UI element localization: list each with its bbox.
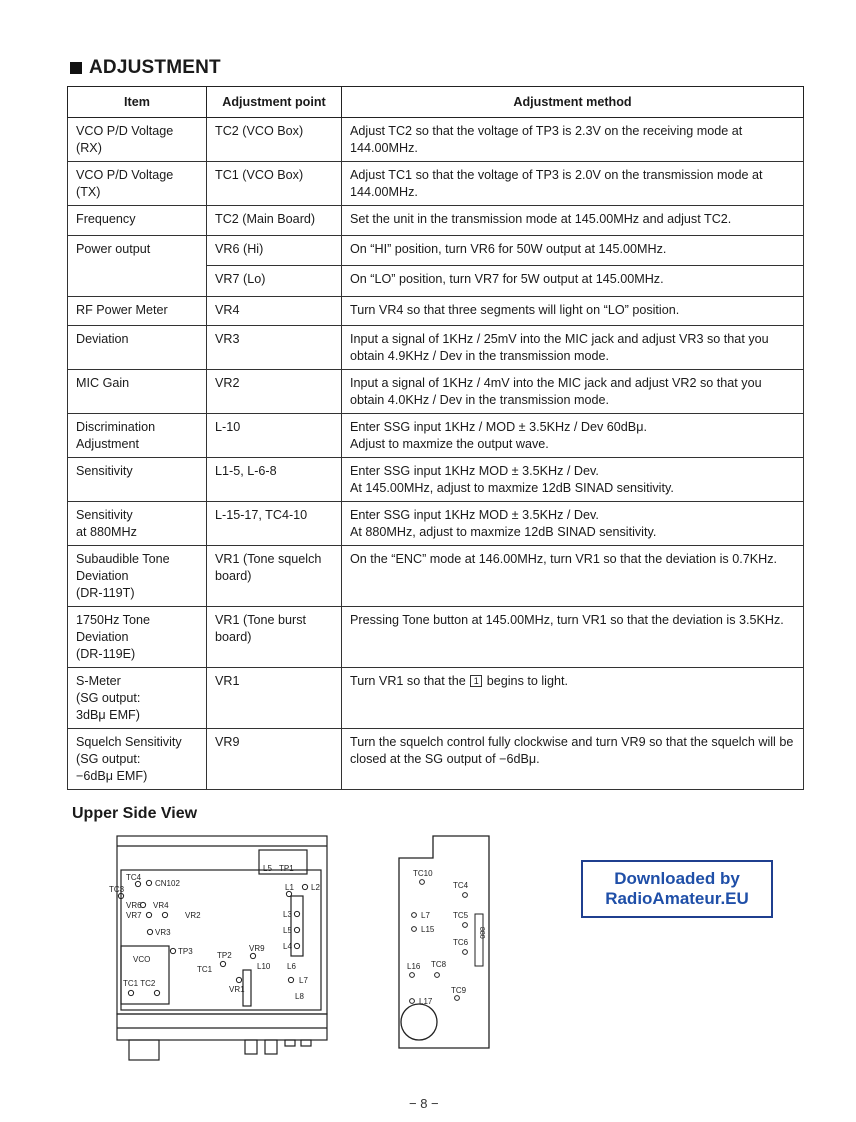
point-cell: VR1 (Tone squelch board)	[207, 546, 342, 607]
label-tp2: TP2	[217, 951, 232, 960]
method-cell: Enter SSG input 1KHz MOD ± 3.5KHz / Dev. At 880MHz, adjust to maxmize 12dB SINAD sensitivity.	[342, 502, 804, 546]
method-cell: Adjust TC1 so that the voltage of TP3 is 2.0V on the transmission mode at 144.00MHz.	[342, 162, 804, 206]
method-cell: Pressing Tone button at 145.00MHz, turn VR1 so that the deviation is 3.5KHz.	[342, 607, 804, 668]
point-cell: L-10	[207, 414, 342, 458]
table-row	[68, 162, 804, 206]
item-cell: Frequency	[68, 206, 207, 236]
item-cell: VCO P/D Voltage (RX)	[68, 118, 207, 162]
table-row	[68, 206, 804, 236]
point-cell: VR2	[207, 370, 342, 414]
item-cell: Deviation	[68, 326, 207, 370]
section-heading	[70, 57, 221, 79]
table-row	[68, 502, 804, 546]
table-row	[68, 118, 804, 162]
table-row	[68, 729, 804, 790]
chassis-foot-right	[285, 1040, 295, 1046]
label-l2: L2	[311, 883, 320, 892]
l5b-marker	[294, 927, 299, 932]
label-vr7: VR7	[126, 911, 142, 920]
l3-marker	[294, 911, 299, 916]
tc4-marker	[463, 893, 468, 898]
board-side-strip	[475, 914, 483, 966]
vr7-marker	[146, 912, 151, 917]
board-round-component	[401, 1004, 437, 1040]
download-source-badge	[581, 860, 773, 918]
label-tc1: TC1	[197, 965, 213, 974]
l7-marker	[288, 977, 293, 982]
label-vco: VCO	[133, 955, 151, 964]
chassis-foot-mid2	[265, 1040, 277, 1054]
method-cell: Adjust TC2 so that the voltage of TP3 is 2.3V on the receiving mode at 144.00MHz.	[342, 118, 804, 162]
segment-one-icon: 1	[470, 675, 482, 687]
method-text-post: begins to light.	[483, 674, 568, 688]
label-tc8: TC8	[431, 960, 447, 969]
l1-marker	[286, 891, 291, 896]
label-l1: L1	[285, 883, 294, 892]
tc2-marker	[128, 990, 133, 995]
method-cell: On “LO” position, turn VR7 for 5W output at 145.00MHz.	[342, 266, 804, 297]
vr9-marker	[250, 953, 255, 958]
shield-strip	[291, 896, 303, 956]
table-row	[68, 607, 804, 668]
tc6-marker	[463, 950, 468, 955]
point-cell: VR6 (Hi)	[207, 236, 342, 266]
vr1-marker	[236, 977, 241, 982]
point-cell: VR3	[207, 326, 342, 370]
label-l5: L5	[263, 864, 272, 873]
adjustment-table	[67, 86, 804, 790]
method-cell: Set the unit in the transmission mode at 145.00MHz and adjust TC2.	[342, 206, 804, 236]
point-cell: TC2 (VCO Box)	[207, 118, 342, 162]
heading-text: ADJUSTMENT	[89, 57, 221, 78]
method-cell: On “HI” position, turn VR6 for 50W output at 145.00MHz.	[342, 236, 804, 266]
l16-marker	[410, 973, 415, 978]
tp2-marker	[220, 961, 225, 966]
vr2-marker	[162, 912, 167, 917]
label-l15: L15	[421, 925, 435, 934]
upper-side-view-title: Upper Side View	[72, 805, 198, 822]
point-cell: VR7 (Lo)	[207, 266, 342, 297]
point-cell: VR4	[207, 297, 342, 326]
item-cell: Discrimination Adjustment	[68, 414, 207, 458]
table-row	[68, 546, 804, 607]
column-header-item: Item	[68, 87, 207, 118]
column-header-point: Adjustment point	[207, 87, 342, 118]
label-tc10: TC10	[413, 869, 433, 878]
chassis-foot-right2	[301, 1040, 311, 1046]
tc10-marker	[420, 880, 425, 885]
l7-marker	[412, 913, 417, 918]
label-tc4: TC4	[453, 881, 469, 890]
l2-marker	[302, 884, 307, 889]
tc4-marker	[135, 881, 140, 886]
label-l10: L10	[257, 962, 271, 971]
label-l3: L3	[283, 910, 292, 919]
item-cell: RF Power Meter	[68, 297, 207, 326]
point-cell: L-15-17, TC4-10	[207, 502, 342, 546]
table-row	[68, 414, 804, 458]
label-tc5: TC5	[453, 911, 469, 920]
tc9-marker	[455, 996, 460, 1001]
item-cell: Power output	[68, 236, 207, 297]
table-header-row	[68, 87, 804, 118]
method-cell	[342, 668, 804, 729]
label-l8: L8	[295, 992, 304, 1001]
tc5-marker	[463, 923, 468, 928]
method-cell: Input a signal of 1KHz / 4mV into the MIC jack and adjust VR2 so that you obtain 4.0KHz / Dev in the transmission mode.	[342, 370, 804, 414]
vr3-marker	[147, 929, 152, 934]
cn102-marker	[146, 880, 151, 885]
point-cell: VR1	[207, 668, 342, 729]
table-row	[68, 458, 804, 502]
l17-marker	[410, 999, 415, 1004]
label-l7: L7	[299, 976, 308, 985]
item-cell: Subaudible Tone Deviation (DR-119T)	[68, 546, 207, 607]
label-tc6: TC6	[453, 938, 469, 947]
main-chassis-diagram	[105, 830, 345, 1066]
point-cell: L1-5, L-6-8	[207, 458, 342, 502]
badge-line-1: Downloaded by	[614, 869, 740, 888]
label-l6: L6	[287, 962, 296, 971]
table-row	[68, 370, 804, 414]
item-cell: 1750Hz Tone Deviation (DR-119E)	[68, 607, 207, 668]
chassis-front-panel	[117, 1014, 327, 1040]
item-cell: Sensitivity	[68, 458, 207, 502]
method-cell: Enter SSG input 1KHz / MOD ± 3.5KHz / Dev 60dBμ. Adjust to maxmize the output wave.	[342, 414, 804, 458]
method-cell: Enter SSG input 1KHz MOD ± 3.5KHz / Dev. At 145.00MHz, adjust to maxmize 12dB SINAD sensitivity.	[342, 458, 804, 502]
item-cell: VCO P/D Voltage (TX)	[68, 162, 207, 206]
table-row	[68, 236, 804, 266]
table-row	[68, 668, 804, 729]
chassis-foot-mid	[245, 1040, 257, 1054]
method-cell: Turn VR4 so that three segments will light on “LO” position.	[342, 297, 804, 326]
table-row	[68, 326, 804, 370]
label-l7: L7	[421, 911, 430, 920]
label-vr3: VR3	[155, 928, 171, 937]
column-header-method: Adjustment method	[342, 87, 804, 118]
item-cell: Sensitivity at 880MHz	[68, 502, 207, 546]
tc8-marker	[435, 973, 440, 978]
label-880: 880	[478, 927, 485, 939]
tc1-left-marker	[154, 990, 159, 995]
method-cell: Turn the squelch control fully clockwise and turn VR9 so that the squelch will be closed at the SG output of −6dBμ.	[342, 729, 804, 790]
method-cell: On the “ENC” mode at 146.00MHz, turn VR1 so that the deviation is 0.7KHz.	[342, 546, 804, 607]
l15-marker	[412, 927, 417, 932]
item-cell: Squelch Sensitivity (SG output: −6dBμ EMF)	[68, 729, 207, 790]
point-cell: VR1 (Tone burst board)	[207, 607, 342, 668]
tp3-marker	[170, 948, 175, 953]
label-vr2: VR2	[185, 911, 201, 920]
badge-line-2: RadioAmateur.EU	[605, 889, 749, 908]
item-cell: MIC Gain	[68, 370, 207, 414]
label-vr6: VR6	[126, 901, 142, 910]
method-text-pre: Turn VR1 so that the	[350, 674, 470, 688]
chassis-foot-left	[129, 1040, 159, 1060]
label-tp3: TP3	[178, 947, 193, 956]
label-l17: L17	[419, 997, 433, 1006]
label-l16: L16	[407, 962, 421, 971]
label-tc4: TC4	[126, 873, 142, 882]
point-cell: TC2 (Main Board)	[207, 206, 342, 236]
page-number: − 8 −	[409, 1096, 439, 1111]
method-cell: Input a signal of 1KHz / 25mV into the MIC jack and adjust VR3 so that you obtain 4.9KHz / Dev in the transmission mode.	[342, 326, 804, 370]
label-tc3: TC3	[109, 885, 125, 894]
label-l5b: L5	[283, 926, 292, 935]
item-cell: S-Meter (SG output: 3dBμ EMF)	[68, 668, 207, 729]
table-row	[68, 297, 804, 326]
square-bullet-icon	[70, 62, 82, 74]
label-vr1: VR1	[229, 985, 245, 994]
label-vr4: VR4	[153, 901, 169, 910]
label-tc1-tc2: TC1 TC2	[123, 979, 156, 988]
l4-marker	[294, 943, 299, 948]
label-vr9: VR9	[249, 944, 265, 953]
label-l4: L4	[283, 942, 292, 951]
point-cell: TC1 (VCO Box)	[207, 162, 342, 206]
point-cell: VR9	[207, 729, 342, 790]
board-880-diagram	[395, 832, 495, 1052]
label-cn102: CN102	[155, 879, 180, 888]
label-tc9: TC9	[451, 986, 467, 995]
label-tp1: TP1	[279, 864, 294, 873]
